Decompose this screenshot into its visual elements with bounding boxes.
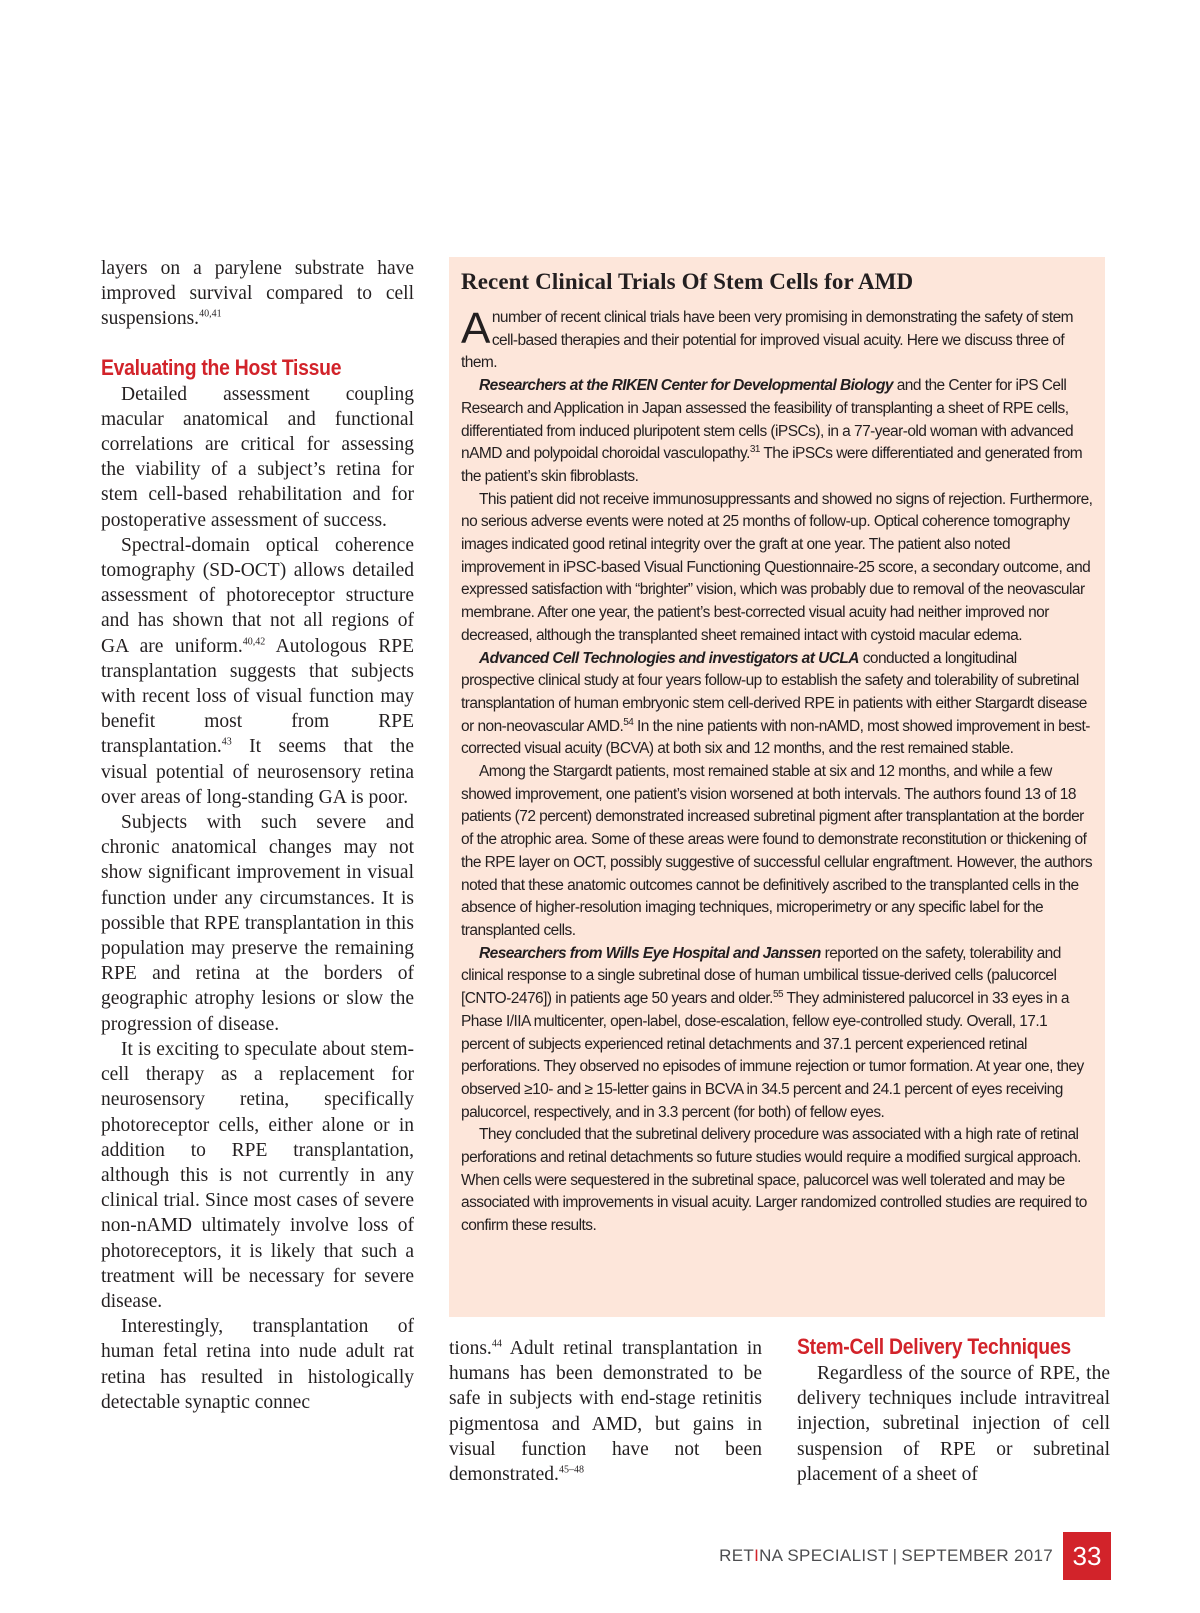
body-paragraph: It is exciting to speculate about stem-cell therapy as a replacement for neurosensory retina, specifically photoreceptor cells, either alone or in addition to RPE transplantation, although this is not currently in any clinical trial. Since most cases of severe non-nAMD ultimately involve loss of photoreceptors, it is likely that such a treatment will be necessary for severe disease.: [101, 1038, 414, 1312]
page-number: 33: [1063, 1532, 1111, 1580]
reference-superscript: 45–48: [558, 1464, 584, 1476]
paragraph-text: Autologous RPE transplantation suggests that subjects with recent loss of visual function may benefit most from RPE transplantation.: [101, 635, 414, 758]
section-heading: Stem-Cell Delivery Techniques: [797, 1334, 1071, 1359]
paragraph-text: The iPSCs were differentiated and generated from the patient’s skin fibroblasts.: [461, 445, 1083, 485]
body-paragraph: [101, 256, 414, 332]
drop-cap: A: [461, 304, 490, 353]
reference-superscript: 31: [749, 444, 760, 456]
magazine-name-accent: I: [754, 1546, 760, 1565]
page-footer: [719, 1532, 1111, 1580]
reference-superscript: 44: [491, 1338, 502, 1350]
middle-column: [449, 1336, 762, 1487]
lead-in: Researchers from Wills Eye Hospital and Janssen: [479, 944, 821, 962]
paragraph-text: They administered palucorcel in 33 eyes in a Phase I/IIA multicenter, open-label, dose-escalation, fellow eye-controlled study. Overall, 17.1 percent of subjects experienced retinal detachments and 37.1 percent experienced retinal perforations. They observed no episodes of immune rejection or tumor formation. At year one, they observed ≥10- and ≥ 15-letter gains in BCVA in 34.5 percent and 24.1 percent of eyes receiving palucorcel, respectively, and in 3.3 percent (for both) of fellow eyes.: [461, 990, 1084, 1121]
body-paragraph: [449, 1336, 762, 1487]
paragraph-text: layers on a parylene substrate have improved survival compared to cell suspensions.: [101, 258, 414, 330]
reference-superscript: 55: [772, 988, 783, 1000]
footer-magazine-info: [719, 1546, 1053, 1566]
lead-in: Researchers at the RIKEN Center for Developmental Biology: [479, 377, 893, 395]
reference-superscript: 54: [623, 716, 634, 728]
reference-superscript: 40,42: [242, 636, 266, 648]
sidebar-paragraph: They concluded that the subretinal delivery procedure was associated with a high rate of retinal perforations and retinal detachments so future studies would require a modified surgical approach. When cells were sequestered in the subretinal space, palucorcel was well tolerated and may be associated with improvements in visual acuity. Larger randomized controlled studies are required to confirm these results.: [461, 1126, 1087, 1235]
paragraph-text: tions.: [449, 1338, 492, 1359]
section-heading: Evaluating the Host Tissue: [101, 354, 342, 380]
issue-date: SEPTEMBER 2017: [901, 1546, 1053, 1565]
paragraph-text: conducted a longitudinal prospective clinical study at four years follow-up to establish the safety and tolerability of subretinal transplantation of human embryonic stem cell-derived RPE in patients with either Stargardt disease or non-neovascular AMD.: [461, 649, 1087, 735]
sidebar-paragraph: [461, 648, 1093, 762]
sidebar-title: Recent Clinical Trials Of Stem Cells for AMD: [461, 269, 914, 294]
sidebar-paragraph: [461, 943, 1093, 1125]
footer-separator: |: [892, 1546, 898, 1565]
left-column: [101, 256, 414, 1415]
paragraph-text: and the Center for iPS Cell Research and Application in Japan assessed the feasibility of transplanting a sheet of RPE cells, differentiated from induced pluripotent stem cells (iPSCs), in a 77-year-old woman with advanced nAMD and polypoidal choroidal vasculopathy.: [461, 377, 1074, 463]
magazine-name-part: RET: [719, 1546, 755, 1565]
reference-superscript: 43: [221, 736, 232, 748]
paragraph-text: reported on the safety, tolerability and clinical response to a single subretinal dose of human umbilical tissue-derived cells (palucorcel [CNTO-2476]) in patients age 50 years and older.: [461, 944, 1061, 1008]
body-paragraph: [101, 533, 414, 810]
body-paragraph: Subjects with such severe and chronic anatomical changes may not show significant improvement in visual function under any circumstances. It is possible that RPE transplantation in this population may preserve the remaining RPE and retina at the borders of geographic atrophy lesions or slow the progression of disease.: [101, 812, 414, 1035]
paragraph-text: It seems that the visual potential of neurosensory retina over areas of long-standing GA is poor.: [101, 736, 414, 808]
paragraph-text: Spectral-domain optical coherence tomography (SD-OCT) allows detailed assessment of photoreceptor structure and has shown that not all regions of GA are uniform.: [101, 534, 414, 657]
body-paragraph: Regardless of the source of RPE, the delivery techniques include intravitreal injection, subretinal injection of cell suspension of RPE or subretinal placement of a sheet of: [797, 1363, 1110, 1485]
paragraph-text: In the nine patients with non-nAMD, most showed improvement in best-corrected visual acuity (BCVA) at both six and 12 months, and the rest remained stable.: [461, 717, 1090, 758]
reference-superscript: 40,41: [199, 308, 222, 320]
sidebar-box: [449, 257, 1105, 1317]
right-column: [797, 1333, 1110, 1487]
lead-in: Advanced Cell Technologies and investigators at UCLA: [479, 649, 859, 667]
sidebar-body: [461, 304, 1093, 1238]
sidebar-paragraph: Among the Stargardt patients, most remained stable at six and 12 months, and while a few showed improvement, one patient’s vision worsened at both intervals. The authors found 13 of 18 patients (72 percent) demonstrated increased subretinal pigment after transplantation at the border of the atrophic area. Some of these areas were found to demonstrate reconstitution or thickening of the RPE layer on OCT, possibly suggestive of successful cellular engraftment. However, the authors noted that these anatomic outcomes cannot be definitively ascribed to the transplanted cells in the absence of higher-resolution imaging techniques, microperimetry or any specific label for the transplanted cells.: [461, 763, 1093, 939]
paragraph-text: Adult retinal transplantation in humans has been demonstrated to be safe in subjects with end-stage retinitis pigmentosa and AMD, but gains in visual function have not been demonstrated.: [449, 1338, 762, 1486]
paragraph-text: number of recent clinical trials have been very promising in demonstrating the safety of stem cell-based therapies and their potential for improved visual acuity. Here we discuss three of them.: [461, 309, 1074, 372]
body-paragraph: Interestingly, transplantation of human fetal retina into nude adult rat retina has resulted in histologically detectable synaptic connec: [101, 1316, 414, 1413]
sidebar-paragraph: [461, 375, 1093, 489]
body-paragraph: Detailed assessment coupling macular anatomical and functional correlations are critical for assessing the viability of a subject’s retina for stem cell-based rehabilitation and for postoperative assessment of success.: [101, 383, 414, 531]
magazine-name-part: NA SPECIALIST: [759, 1546, 889, 1565]
sidebar-intro: [461, 304, 1093, 375]
sidebar-paragraph: This patient did not receive immunosuppressants and showed no signs of rejection. Furthermore, no serious adverse events were noted at 25 months of follow-up. Optical coherence tomography images indicated good retinal integrity over the graft at one year. The patient also noted improvement in iPSC-based Visual Functioning Questionnaire-25 score, a secondary outcome, and expressed satisfaction with “brighter” vision, which was probably due to removal of the neovascular membrane. After one year, the patient’s best-corrected visual acuity had neither improved nor decreased, although the transplanted sheet remained intact with cystoid macular edema.: [461, 490, 1093, 644]
